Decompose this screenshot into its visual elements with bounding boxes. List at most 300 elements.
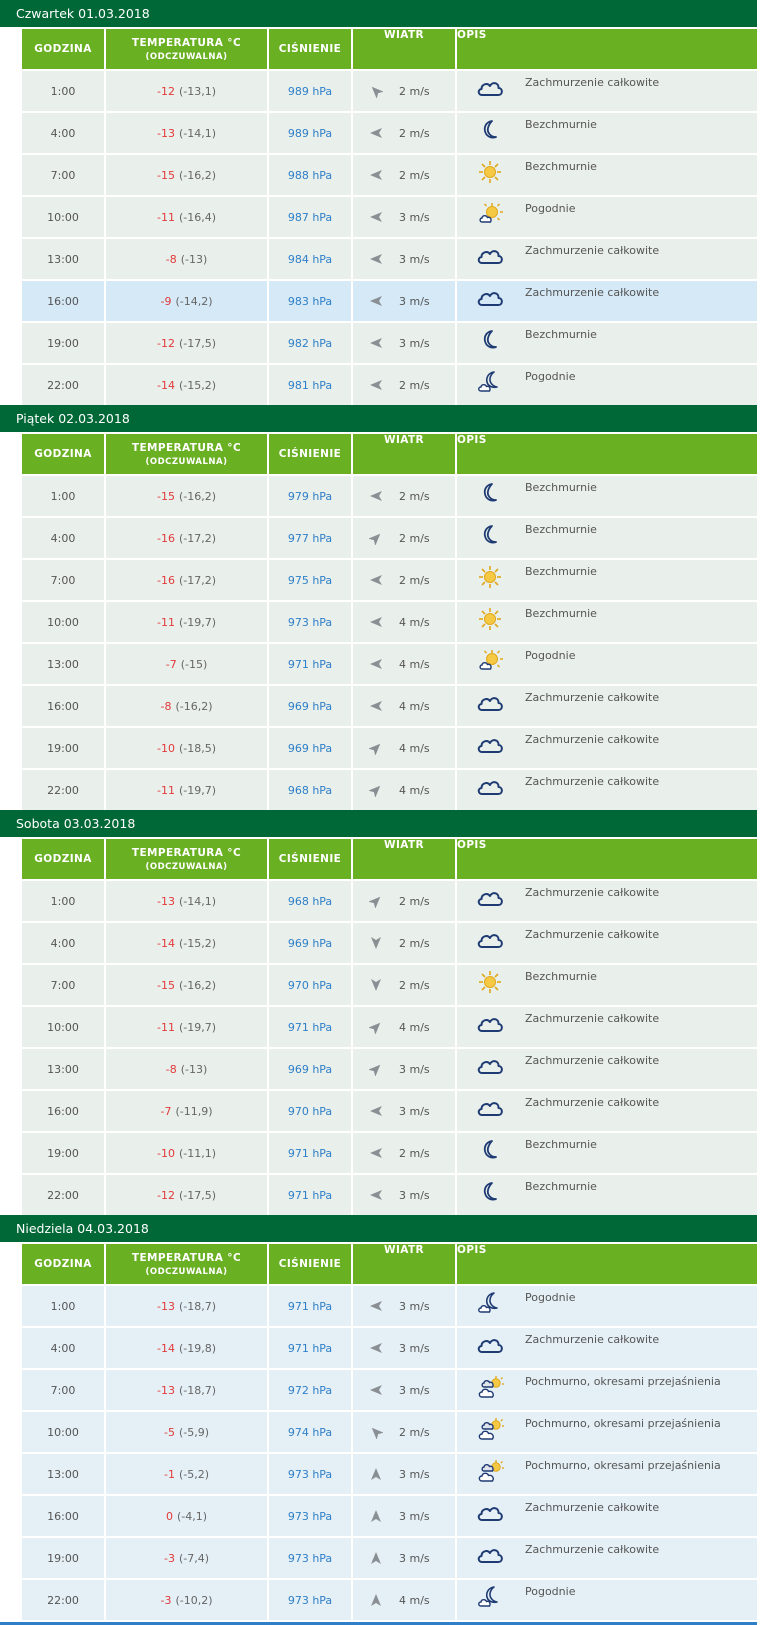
cloud-icon — [475, 886, 505, 912]
pressure-value: 973 hPa — [287, 615, 333, 629]
hour-cell — [22, 560, 106, 600]
wind-speed-value: 4 m/s — [399, 699, 430, 713]
feels-like-value: (-18,7) — [178, 1299, 216, 1313]
description-text: Zachmurzenie całkowite — [525, 286, 660, 299]
description-text: Zachmurzenie całkowite — [525, 775, 660, 788]
pressure-value: 971 hPa — [287, 1188, 333, 1202]
feels-like-value: (-14,1) — [178, 126, 216, 140]
wind-speed-value: 3 m/s — [399, 1341, 430, 1355]
feels-like-value: (-18,5) — [178, 741, 216, 755]
temperature-value: -8 — [160, 699, 172, 713]
rows — [22, 476, 757, 810]
moon-cloud-icon — [475, 1291, 505, 1317]
table-row — [22, 1133, 757, 1173]
wind-cell — [353, 1049, 457, 1089]
temperature-value: -11 — [156, 615, 175, 629]
cloud-icon — [475, 928, 505, 954]
hour-value: 19:00 — [47, 1146, 79, 1160]
feels-like-value: (-4,1) — [176, 1509, 208, 1523]
table-row — [22, 1412, 757, 1452]
table-row — [22, 1091, 757, 1131]
temperature-value: -8 — [165, 1062, 177, 1076]
hour-value: 16:00 — [47, 1104, 79, 1118]
hour-cell — [22, 1175, 106, 1215]
temperature-value: -15 — [156, 489, 175, 503]
pressure-cell — [269, 728, 353, 768]
pressure-cell — [269, 1370, 353, 1410]
column-description-label: OPIS — [457, 29, 487, 41]
hour-value: 1:00 — [50, 84, 76, 98]
column-temperature-label: TEMPERATURA °C — [131, 441, 242, 454]
description-text: Pogodnie — [525, 649, 576, 662]
temperature-cell — [106, 560, 269, 600]
hour-cell — [22, 1328, 106, 1368]
hour-value: 19:00 — [47, 741, 79, 755]
pressure-cell — [269, 365, 353, 405]
description-text: Zachmurzenie całkowite — [525, 76, 660, 89]
sun-icon — [475, 565, 505, 591]
pressure-cell — [269, 965, 353, 1005]
hour-value: 10:00 — [47, 1020, 79, 1034]
cloud-icon — [475, 1333, 505, 1359]
pressure-cell — [269, 1496, 353, 1536]
rows — [22, 71, 757, 405]
hour-value: 13:00 — [47, 252, 79, 266]
table-row — [22, 1328, 757, 1368]
feels-like-value: (-17,5) — [178, 336, 216, 350]
temperature-value: -16 — [156, 573, 175, 587]
wind-cell — [353, 602, 457, 642]
hour-value: 16:00 — [47, 699, 79, 713]
column-description-label: OPIS — [457, 839, 487, 851]
hour-cell — [22, 770, 106, 810]
pressure-value: 973 hPa — [287, 1551, 333, 1565]
column-temperature — [106, 434, 269, 474]
rows — [22, 881, 757, 1215]
hour-value: 4:00 — [50, 126, 76, 140]
hour-value: 13:00 — [47, 1467, 79, 1481]
temperature-cell — [106, 1007, 269, 1047]
column-wind — [353, 1244, 457, 1284]
description-cell — [457, 1454, 757, 1494]
table-row — [22, 518, 757, 558]
description-text: Zachmurzenie całkowite — [525, 1543, 660, 1556]
description-text: Bezchmurnie — [525, 160, 597, 173]
column-header-row — [22, 29, 757, 69]
description-cell — [457, 476, 757, 516]
pressure-value: 974 hPa — [287, 1425, 333, 1439]
pressure-value: 989 hPa — [287, 84, 333, 98]
wind-arrow-icon — [369, 210, 383, 224]
description-cell — [457, 1133, 757, 1173]
hour-cell — [22, 602, 106, 642]
day-header: Czwartek 01.03.2018 — [0, 0, 757, 27]
pressure-cell — [269, 155, 353, 195]
hour-cell — [22, 476, 106, 516]
wind-speed-value: 2 m/s — [399, 1146, 430, 1160]
feels-like-value: (-17,5) — [178, 1188, 216, 1202]
feels-like-value: (-19,7) — [178, 1020, 216, 1034]
hour-value: 1:00 — [50, 894, 76, 908]
wind-arrow-icon — [369, 378, 383, 392]
pressure-cell — [269, 323, 353, 363]
pressure-value: 970 hPa — [287, 1104, 333, 1118]
pressure-cell — [269, 71, 353, 111]
pressure-value: 970 hPa — [287, 978, 333, 992]
column-header-row — [22, 1244, 757, 1284]
hour-value: 7:00 — [50, 573, 76, 587]
day-header: Niedziela 04.03.2018 — [0, 1215, 757, 1242]
description-cell — [457, 560, 757, 600]
column-wind-label: WIATR — [383, 434, 425, 446]
pressure-cell — [269, 923, 353, 963]
column-temperature — [106, 839, 269, 879]
description-cell — [457, 239, 757, 279]
feels-like-value: (-11,9) — [175, 1104, 213, 1118]
description-cell — [457, 1580, 757, 1620]
description-cell — [457, 602, 757, 642]
wind-cell — [353, 155, 457, 195]
wind-arrow-icon — [369, 1425, 383, 1439]
sun-icon — [475, 607, 505, 633]
description-cell — [457, 1049, 757, 1089]
hour-cell — [22, 155, 106, 195]
pressure-value: 979 hPa — [287, 489, 333, 503]
wind-speed-value: 2 m/s — [399, 936, 430, 950]
temperature-value: -14 — [156, 378, 175, 392]
wind-cell — [353, 239, 457, 279]
wind-cell — [353, 1286, 457, 1326]
feels-like-value: (-19,7) — [178, 783, 216, 797]
pressure-cell — [269, 770, 353, 810]
hour-cell — [22, 1496, 106, 1536]
temperature-cell — [106, 239, 269, 279]
description-cell — [457, 728, 757, 768]
moon-icon — [475, 328, 505, 354]
column-hour — [22, 29, 106, 69]
description-text: Zachmurzenie całkowite — [525, 244, 660, 257]
pressure-value: 983 hPa — [287, 294, 333, 308]
wind-arrow-icon — [369, 168, 383, 182]
wind-arrow-icon — [369, 1062, 383, 1076]
wind-cell — [353, 1370, 457, 1410]
wind-cell — [353, 476, 457, 516]
pressure-value: 971 hPa — [287, 1299, 333, 1313]
table-row — [22, 560, 757, 600]
pressure-value: 971 hPa — [287, 1020, 333, 1034]
pressure-value: 971 hPa — [287, 1146, 333, 1160]
column-temperature-label: TEMPERATURA °C — [131, 36, 242, 49]
column-temperature-sublabel: (ODCZUWALNA) — [145, 861, 228, 872]
feels-like-value: (-19,7) — [178, 615, 216, 629]
wind-cell — [353, 644, 457, 684]
pressure-value: 987 hPa — [287, 210, 333, 224]
wind-speed-value: 3 m/s — [399, 294, 430, 308]
moon-icon — [475, 481, 505, 507]
description-cell — [457, 1538, 757, 1578]
column-description — [457, 29, 757, 69]
temperature-cell — [106, 1133, 269, 1173]
temperature-value: -14 — [156, 1341, 175, 1355]
wind-speed-value: 2 m/s — [399, 978, 430, 992]
description-text: Zachmurzenie całkowite — [525, 1096, 660, 1109]
column-hour-label: GODZINA — [34, 43, 92, 55]
wind-cell — [353, 113, 457, 153]
day-header: Sobota 03.03.2018 — [0, 810, 757, 837]
hour-cell — [22, 728, 106, 768]
temperature-cell — [106, 518, 269, 558]
wind-cell — [353, 1175, 457, 1215]
temperature-value: -10 — [156, 1146, 175, 1160]
wind-speed-value: 3 m/s — [399, 1299, 430, 1313]
sun-cloud-icon — [475, 649, 505, 675]
wind-cell — [353, 1580, 457, 1620]
column-temperature — [106, 29, 269, 69]
wind-cell — [353, 71, 457, 111]
hour-cell — [22, 1580, 106, 1620]
wind-cell — [353, 518, 457, 558]
description-text: Pogodnie — [525, 202, 576, 215]
hour-cell — [22, 365, 106, 405]
table-row — [22, 1286, 757, 1326]
pressure-cell — [269, 1328, 353, 1368]
feels-like-value: (-16,2) — [175, 699, 213, 713]
wind-cell — [353, 1007, 457, 1047]
wind-arrow-icon — [369, 1341, 383, 1355]
wind-arrow-icon — [369, 126, 383, 140]
hour-cell — [22, 1454, 106, 1494]
description-cell — [457, 1091, 757, 1131]
temperature-cell — [106, 197, 269, 237]
feels-like-value: (-11,1) — [178, 1146, 216, 1160]
column-wind-label: WIATR — [383, 839, 425, 851]
pressure-cell — [269, 1007, 353, 1047]
hour-value: 13:00 — [47, 1062, 79, 1076]
column-pressure-label: CIŚNIENIE — [278, 853, 342, 865]
temperature-cell — [106, 323, 269, 363]
pressure-cell — [269, 644, 353, 684]
table-row — [22, 197, 757, 237]
wind-cell — [353, 770, 457, 810]
moon-icon — [475, 118, 505, 144]
pressure-value: 968 hPa — [287, 783, 333, 797]
wind-speed-value: 3 m/s — [399, 252, 430, 266]
wind-arrow-icon — [369, 1551, 383, 1565]
feels-like-value: (-13,1) — [178, 84, 216, 98]
temperature-cell — [106, 1454, 269, 1494]
moon-cloud-icon — [475, 370, 505, 396]
hour-value: 19:00 — [47, 1551, 79, 1565]
description-cell — [457, 71, 757, 111]
description-text: Pogodnie — [525, 1291, 576, 1304]
hour-value: 1:00 — [50, 1299, 76, 1313]
hour-cell — [22, 239, 106, 279]
table-row — [22, 1454, 757, 1494]
description-cell — [457, 686, 757, 726]
description-cell — [457, 281, 757, 321]
hour-value: 16:00 — [47, 1509, 79, 1523]
pressure-value: 969 hPa — [287, 1062, 333, 1076]
wind-arrow-icon — [369, 1146, 383, 1160]
cloud-icon — [475, 76, 505, 102]
wind-cell — [353, 1454, 457, 1494]
column-pressure-label: CIŚNIENIE — [278, 448, 342, 460]
pressure-cell — [269, 1133, 353, 1173]
description-cell — [457, 113, 757, 153]
column-temperature-label: TEMPERATURA °C — [131, 846, 242, 859]
description-text: Zachmurzenie całkowite — [525, 928, 660, 941]
wind-arrow-icon — [369, 531, 383, 545]
temperature-value: -16 — [156, 531, 175, 545]
column-wind — [353, 839, 457, 879]
cloud-icon — [475, 1543, 505, 1569]
wind-arrow-icon — [369, 657, 383, 671]
pressure-cell — [269, 281, 353, 321]
wind-cell — [353, 881, 457, 921]
feels-like-value: (-14,1) — [178, 894, 216, 908]
feels-like-value: (-15,2) — [178, 936, 216, 950]
feels-like-value: (-19,8) — [178, 1341, 216, 1355]
description-text: Pochmurno, okresami przejaśnienia — [525, 1417, 721, 1430]
description-text: Bezchmurnie — [525, 523, 597, 536]
cloud-icon — [475, 691, 505, 717]
rows — [22, 1286, 757, 1620]
temperature-cell — [106, 1091, 269, 1131]
pressure-cell — [269, 1049, 353, 1089]
description-cell — [457, 923, 757, 963]
temperature-cell — [106, 1175, 269, 1215]
column-description — [457, 839, 757, 879]
hour-cell — [22, 965, 106, 1005]
column-pressure — [269, 434, 353, 474]
temperature-value: -14 — [156, 936, 175, 950]
pressure-cell — [269, 1454, 353, 1494]
pressure-cell — [269, 1175, 353, 1215]
wind-cell — [353, 197, 457, 237]
table-row — [22, 1370, 757, 1410]
table-row — [22, 965, 757, 1005]
moon-icon — [475, 1138, 505, 1164]
table-row — [22, 323, 757, 363]
temperature-cell — [106, 155, 269, 195]
description-text: Bezchmurnie — [525, 970, 597, 983]
table-row — [22, 1175, 757, 1215]
pressure-cell — [269, 1412, 353, 1452]
temperature-cell — [106, 881, 269, 921]
hour-value: 7:00 — [50, 1383, 76, 1397]
feels-like-value: (-15,2) — [178, 378, 216, 392]
hour-value: 4:00 — [50, 531, 76, 545]
temperature-value: -7 — [160, 1104, 172, 1118]
pressure-cell — [269, 476, 353, 516]
table-row — [22, 476, 757, 516]
wind-speed-value: 3 m/s — [399, 1509, 430, 1523]
pressure-cell — [269, 197, 353, 237]
description-cell — [457, 1328, 757, 1368]
hour-cell — [22, 113, 106, 153]
wind-arrow-icon — [369, 573, 383, 587]
description-text: Pogodnie — [525, 370, 576, 383]
hour-value: 13:00 — [47, 657, 79, 671]
hour-value: 19:00 — [47, 336, 79, 350]
moon-icon — [475, 523, 505, 549]
temperature-value: -9 — [160, 294, 172, 308]
moon-cloud-icon — [475, 1585, 505, 1611]
wind-arrow-icon — [369, 1509, 383, 1523]
description-text: Bezchmurnie — [525, 1138, 597, 1151]
table-row — [22, 155, 757, 195]
temperature-value: -8 — [165, 252, 177, 266]
column-temperature — [106, 1244, 269, 1284]
wind-speed-value: 2 m/s — [399, 1425, 430, 1439]
hour-cell — [22, 323, 106, 363]
wind-speed-value: 2 m/s — [399, 378, 430, 392]
feels-like-value: (-5,9) — [178, 1425, 209, 1439]
temperature-cell — [106, 1496, 269, 1536]
hour-cell — [22, 71, 106, 111]
feels-like-value: (-15) — [180, 657, 208, 671]
description-cell — [457, 155, 757, 195]
description-text: Zachmurzenie całkowite — [525, 886, 660, 899]
temperature-cell — [106, 476, 269, 516]
pressure-cell — [269, 113, 353, 153]
wind-speed-value: 4 m/s — [399, 783, 430, 797]
pressure-cell — [269, 560, 353, 600]
column-hour-label: GODZINA — [34, 853, 92, 865]
pressure-value: 971 hPa — [287, 1341, 333, 1355]
hour-value: 7:00 — [50, 168, 76, 182]
description-cell — [457, 1175, 757, 1215]
column-description-label: OPIS — [457, 434, 487, 446]
day-body — [0, 839, 757, 1215]
feels-like-value: (-16,2) — [178, 978, 216, 992]
temperature-cell — [106, 770, 269, 810]
description-cell — [457, 881, 757, 921]
day-body — [0, 1244, 757, 1620]
hour-value: 4:00 — [50, 1341, 76, 1355]
hour-cell — [22, 1412, 106, 1452]
wind-speed-value: 4 m/s — [399, 1020, 430, 1034]
wind-speed-value: 3 m/s — [399, 1188, 430, 1202]
feels-like-value: (-7,4) — [178, 1551, 209, 1565]
temperature-value: -15 — [156, 978, 175, 992]
column-hour — [22, 1244, 106, 1284]
hour-cell — [22, 1091, 106, 1131]
column-temperature-label: TEMPERATURA °C — [131, 1251, 242, 1264]
cloud-icon — [475, 286, 505, 312]
wind-cell — [353, 365, 457, 405]
description-cell — [457, 1412, 757, 1452]
temperature-value: -15 — [156, 168, 175, 182]
pressure-value: 969 hPa — [287, 699, 333, 713]
temperature-cell — [106, 1370, 269, 1410]
pressure-value: 973 hPa — [287, 1593, 333, 1607]
wind-speed-value: 3 m/s — [399, 210, 430, 224]
pressure-value: 984 hPa — [287, 252, 333, 266]
description-text: Pochmurno, okresami przejaśnienia — [525, 1459, 721, 1472]
wind-speed-value: 2 m/s — [399, 531, 430, 545]
day-section — [0, 1215, 757, 1620]
column-hour-label: GODZINA — [34, 448, 92, 460]
table-row — [22, 686, 757, 726]
temperature-cell — [106, 644, 269, 684]
column-hour-label: GODZINA — [34, 1258, 92, 1270]
wind-arrow-icon — [369, 1020, 383, 1034]
temperature-value: -5 — [163, 1425, 175, 1439]
pressure-value: 982 hPa — [287, 336, 333, 350]
wind-arrow-icon — [369, 1593, 383, 1607]
clouds-sun-icon — [475, 1375, 505, 1401]
